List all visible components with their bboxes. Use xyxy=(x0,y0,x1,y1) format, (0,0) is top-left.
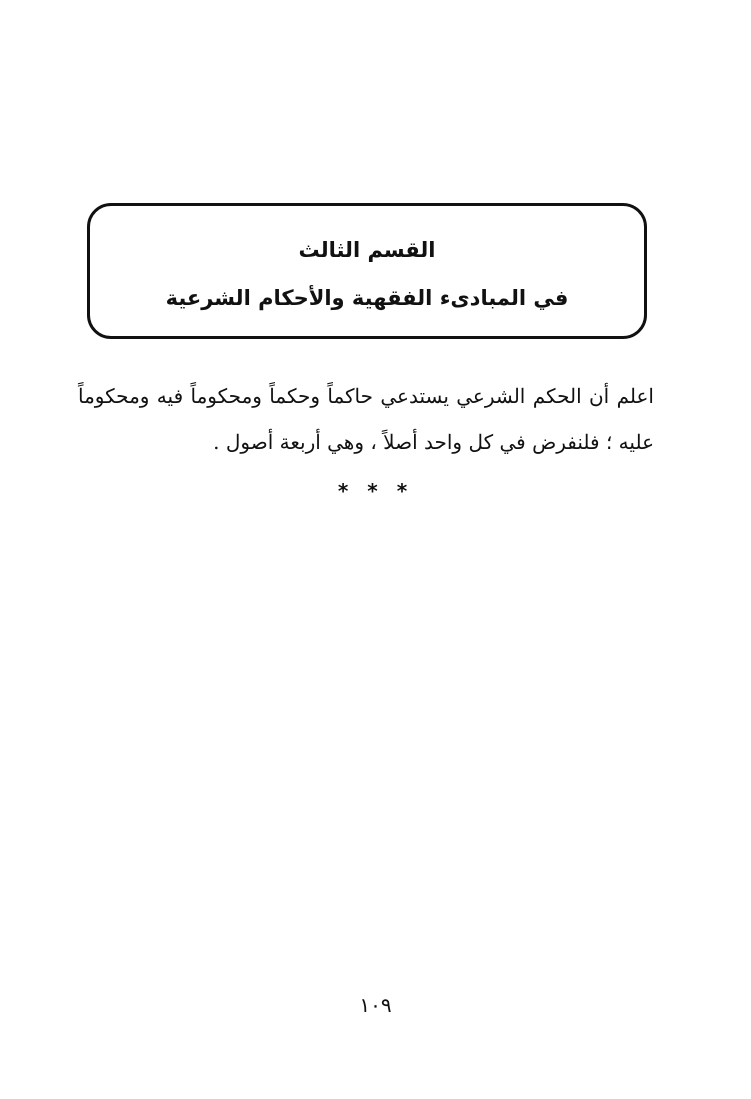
section-title-box xyxy=(87,203,647,339)
page-number: ١٠٩ xyxy=(359,993,392,1017)
section-subtitle: في المبادىء الفقهية والأحكام الشرعية xyxy=(165,286,569,310)
body-paragraph: اعلم أن الحكم الشرعي يستدعي حاكماً وحكماً ومحكوماً فيه ومحكوماً عليه ؛ فلنفرض في كل واحد أصلاً ، وهي أربعة أصول . xyxy=(78,384,654,454)
section-title: القسم الثالث xyxy=(298,238,436,262)
section-separator: * * * xyxy=(337,479,414,503)
